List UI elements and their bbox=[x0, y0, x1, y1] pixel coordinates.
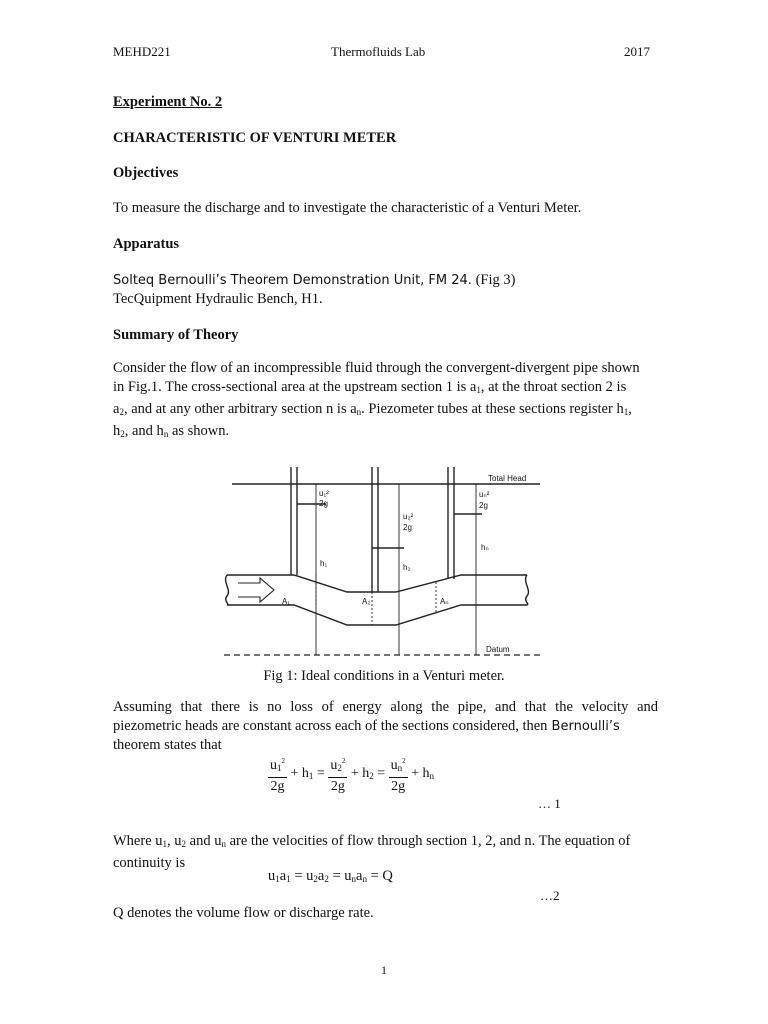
theory-line-1: Consider the flow of an incompressible fluid through the convergent-divergent pipe shown bbox=[113, 360, 640, 376]
svg-text:2g: 2g bbox=[319, 499, 328, 508]
apparatus-unit: Solteq Bernoulli’s Theorem Demonstration Unit, FM 24. bbox=[113, 273, 472, 288]
velocity-line-1: Where $u_1$, $u_2$ and $u_n$ are the velocities of flow through section 1, 2, and n. The equation of bbox=[113, 833, 631, 849]
figure-caption: Fig 1: Ideal conditions in a Venturi meter. bbox=[263, 668, 505, 684]
a1-label: A₁ bbox=[282, 597, 291, 606]
header-course-code: MEHD221 bbox=[113, 44, 171, 59]
venturi-diagram bbox=[222, 462, 547, 662]
bernoulli-equation: $\frac{u_1^2}{2g}$ + $h_1$ = $\frac{u_2^2}{2g}$ + $h_2$ = $\frac{u_n^2}{2g}$ + $h_n$ bbox=[268, 753, 434, 795]
svg-text:2g: 2g bbox=[403, 523, 412, 532]
header-title: Thermofluids Lab bbox=[331, 44, 426, 59]
velocity-paragraph bbox=[113, 832, 658, 873]
hn-label: hₙ bbox=[481, 543, 489, 552]
objectives-text: To measure the discharge and to investigate the characteristic of a Venturi Meter. bbox=[113, 200, 582, 216]
apparatus-fig-ref: (Fig 3) bbox=[471, 272, 516, 288]
experiment-number: Experiment No. 2 bbox=[113, 94, 223, 110]
theory-heading: Summary of Theory bbox=[113, 327, 239, 343]
discharge-note: Q denotes the volume flow or discharge rate. bbox=[113, 905, 374, 921]
u1-label: u₁² bbox=[319, 489, 329, 498]
un-label: uₙ² bbox=[479, 490, 490, 499]
continuity-equation: $u_1a_1 = u_2a_2 = u_na_n = Q$ bbox=[268, 868, 393, 884]
objectives-heading: Objectives bbox=[113, 165, 179, 181]
assumption-line-1: Assuming that there is no loss of energy along the pipe, and that the velocity and bbox=[113, 699, 658, 715]
main-title: CHARACTERISTIC OF VENTURI METER bbox=[113, 130, 397, 146]
an-label: Aₙ bbox=[440, 597, 449, 606]
pipe-upper-wall bbox=[227, 575, 527, 592]
assumption-line-3: theorem states that bbox=[113, 737, 222, 753]
datum-label: Datum bbox=[486, 645, 510, 654]
total-head-label: Total Head bbox=[488, 474, 527, 483]
theory-line-3: $a_2$, and at any other arbitrary section n is $a_n$. Piezometer tubes at these sections register $h_1$, bbox=[113, 401, 632, 417]
velocity-line-2: continuity is bbox=[113, 855, 186, 871]
equation-2-number: …2 bbox=[540, 888, 560, 903]
page-number: 1 bbox=[381, 963, 387, 977]
svg-text:2g: 2g bbox=[479, 501, 488, 510]
u2-label: u₂² bbox=[403, 512, 414, 521]
theory-line-2: in Fig.1. The cross-sectional area at the upstream section 1 is $a_1$, at the throat section 2 is bbox=[113, 379, 627, 395]
h1-label: h₁ bbox=[320, 559, 328, 568]
header-year: 2017 bbox=[624, 44, 650, 59]
flow-arrow-icon bbox=[238, 578, 274, 602]
assumption-paragraph bbox=[113, 698, 658, 755]
pipe-left-break bbox=[226, 575, 229, 605]
apparatus-line-1 bbox=[113, 272, 515, 289]
h2-label: h₂ bbox=[403, 563, 411, 572]
assumption-line-2: piezometric heads are constant across each of the sections considered, then Bernoulli’s bbox=[113, 718, 620, 734]
theory-paragraph bbox=[113, 359, 658, 444]
a2-label: A₂ bbox=[362, 597, 371, 606]
apparatus-line-2: TecQuipment Hydraulic Bench, H1. bbox=[113, 291, 323, 307]
theory-line-4: $h_2$, and $h_n$ as shown. bbox=[113, 423, 230, 439]
pipe-lower-wall bbox=[227, 605, 527, 625]
apparatus-heading: Apparatus bbox=[113, 236, 180, 252]
pipe-right-break bbox=[526, 575, 529, 605]
equation-1-number: … 1 bbox=[538, 796, 561, 811]
